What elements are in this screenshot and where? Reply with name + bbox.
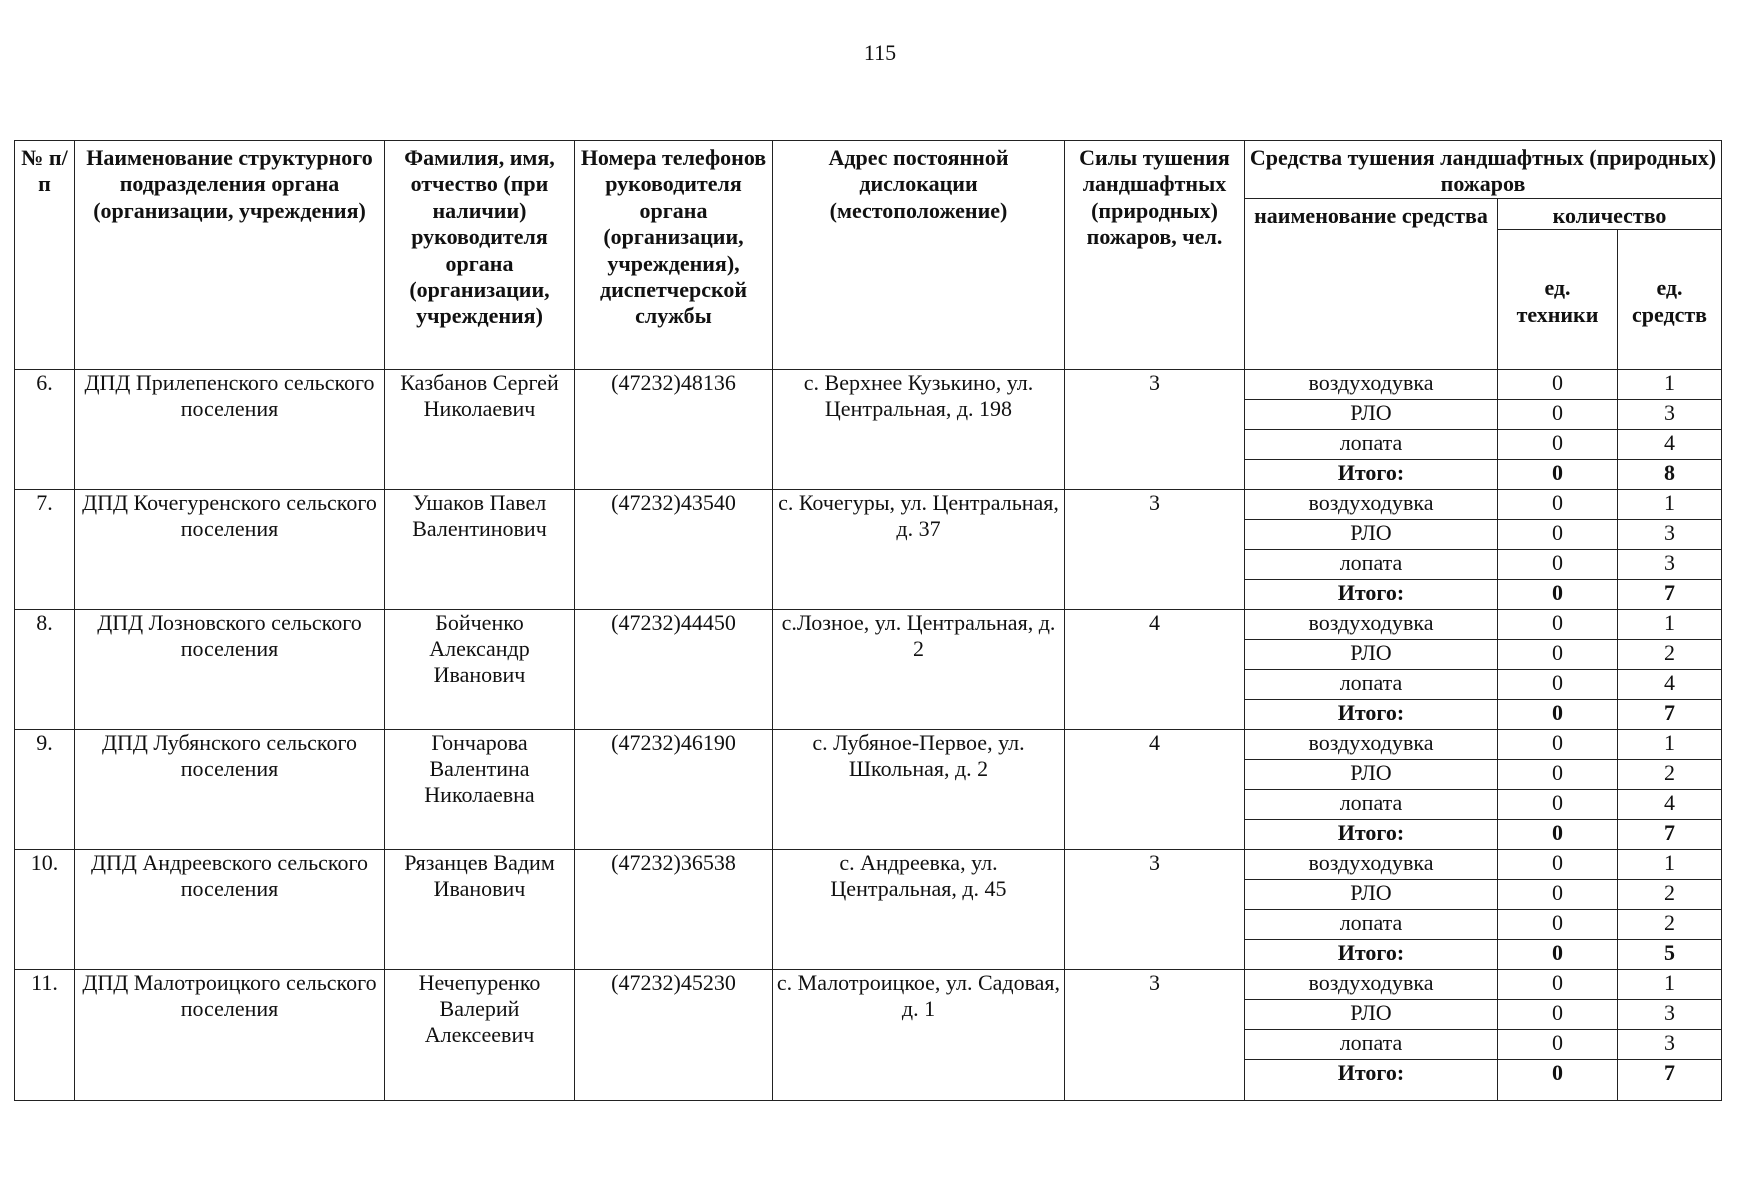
means-name: РЛО <box>1245 880 1498 910</box>
tech-count: 0 <box>1498 490 1618 520</box>
tech-count: 0 <box>1498 550 1618 580</box>
tech-count: 0 <box>1498 610 1618 640</box>
means-count: 4 <box>1618 790 1722 820</box>
tech-count: 0 <box>1498 580 1618 610</box>
means-count: 2 <box>1618 880 1722 910</box>
tech-count: 0 <box>1498 880 1618 910</box>
head-name: Казбанов Сергей Николаевич <box>385 370 575 490</box>
means-name: лопата <box>1245 910 1498 940</box>
head-name: Нечепуренко Валерий Алексеевич <box>385 970 575 1101</box>
means-name: Итого: <box>1245 700 1498 730</box>
table-header <box>15 141 1722 370</box>
tech-count: 0 <box>1498 820 1618 850</box>
means-name: Итого: <box>1245 1060 1498 1101</box>
row-number: 8. <box>15 610 75 730</box>
tech-count: 0 <box>1498 640 1618 670</box>
means-name: лопата <box>1245 1030 1498 1060</box>
unit-name: ДПД Кочегуренского сельского поселения <box>75 490 385 610</box>
header-forces: Силы тушения ландшафтных (природных) пожаров, чел. <box>1065 141 1245 370</box>
means-name: лопата <box>1245 790 1498 820</box>
means-count: 3 <box>1618 550 1722 580</box>
address: с. Кочегуры, ул. Центральная, д. 37 <box>773 490 1065 610</box>
means-name: Итого: <box>1245 820 1498 850</box>
row-number: 11. <box>15 970 75 1101</box>
head-name: Рязанцев Вадим Иванович <box>385 850 575 970</box>
means-count: 7 <box>1618 580 1722 610</box>
means-count: 3 <box>1618 400 1722 430</box>
means-name: воздуходувка <box>1245 850 1498 880</box>
tech-count: 0 <box>1498 400 1618 430</box>
address: с. Малотроицкое, ул. Садовая, д. 1 <box>773 970 1065 1101</box>
tech-count: 0 <box>1498 430 1618 460</box>
means-count: 5 <box>1618 940 1722 970</box>
means-count: 3 <box>1618 1030 1722 1060</box>
tech-count: 0 <box>1498 460 1618 490</box>
means-name: Итого: <box>1245 940 1498 970</box>
tech-count: 0 <box>1498 520 1618 550</box>
means-name: Итого: <box>1245 580 1498 610</box>
header-qty-means: ед. средств <box>1618 230 1722 370</box>
means-count: 1 <box>1618 970 1722 1000</box>
header-means-group: Средства тушения ландшафтных (природных) пожаров <box>1245 141 1722 199</box>
means-name: воздуходувка <box>1245 730 1498 760</box>
row-number: 6. <box>15 370 75 490</box>
means-name: воздуходувка <box>1245 490 1498 520</box>
phone-number: (47232)48136 <box>575 370 773 490</box>
phone-number: (47232)44450 <box>575 610 773 730</box>
means-name: лопата <box>1245 670 1498 700</box>
phone-number: (47232)43540 <box>575 490 773 610</box>
header-unit: Наименование структурного подразделения органа (организации, учреждения) <box>75 141 385 370</box>
tech-count: 0 <box>1498 1030 1618 1060</box>
table-row <box>15 730 1722 760</box>
means-name: Итого: <box>1245 460 1498 490</box>
tech-count: 0 <box>1498 850 1618 880</box>
tech-count: 0 <box>1498 1000 1618 1030</box>
header-head-name: Фамилия, имя, отчество (при наличии) руководителя органа (организации, учреждения) <box>385 141 575 370</box>
header-quantity: количество <box>1498 198 1722 229</box>
table-body <box>15 370 1722 1101</box>
tech-count: 0 <box>1498 730 1618 760</box>
means-count: 2 <box>1618 640 1722 670</box>
means-name: лопата <box>1245 550 1498 580</box>
unit-name: ДПД Лозновского сельского поселения <box>75 610 385 730</box>
means-count: 1 <box>1618 850 1722 880</box>
means-name: РЛО <box>1245 760 1498 790</box>
phone-number: (47232)46190 <box>575 730 773 850</box>
tech-count: 0 <box>1498 370 1618 400</box>
forces-count: 4 <box>1065 610 1245 730</box>
forces-count: 3 <box>1065 850 1245 970</box>
means-count: 3 <box>1618 520 1722 550</box>
means-count: 1 <box>1618 730 1722 760</box>
means-name: воздуходувка <box>1245 370 1498 400</box>
header-address: Адрес постоянной дислокации (местоположение) <box>773 141 1065 370</box>
means-count: 7 <box>1618 700 1722 730</box>
address: с.Лозное, ул. Центральная, д. 2 <box>773 610 1065 730</box>
tech-count: 0 <box>1498 700 1618 730</box>
table-row <box>15 610 1722 640</box>
means-count: 7 <box>1618 1060 1722 1101</box>
phone-number: (47232)45230 <box>575 970 773 1101</box>
table-row <box>15 490 1722 520</box>
means-count: 4 <box>1618 670 1722 700</box>
tech-count: 0 <box>1498 670 1618 700</box>
tech-count: 0 <box>1498 790 1618 820</box>
row-number: 9. <box>15 730 75 850</box>
means-count: 1 <box>1618 610 1722 640</box>
forces-table <box>14 140 1722 1101</box>
header-means-name: наименование средства <box>1245 198 1498 369</box>
means-name: РЛО <box>1245 640 1498 670</box>
tech-count: 0 <box>1498 760 1618 790</box>
address: с. Андреевка, ул. Центральная, д. 45 <box>773 850 1065 970</box>
unit-name: ДПД Малотроицкого сельского поселения <box>75 970 385 1101</box>
means-count: 4 <box>1618 430 1722 460</box>
address: с. Лубяное-Первое, ул. Школьная, д. 2 <box>773 730 1065 850</box>
table-row <box>15 850 1722 880</box>
tech-count: 0 <box>1498 970 1618 1000</box>
means-name: РЛО <box>1245 520 1498 550</box>
means-count: 2 <box>1618 910 1722 940</box>
page-number: 115 <box>863 40 897 65</box>
unit-name: ДПД Лубянского сельского поселения <box>75 730 385 850</box>
head-name: Бойченко Александр Иванович <box>385 610 575 730</box>
forces-count: 3 <box>1065 490 1245 610</box>
means-count: 7 <box>1618 820 1722 850</box>
forces-count: 3 <box>1065 970 1245 1101</box>
head-name: Ушаков Павел Валентинович <box>385 490 575 610</box>
tech-count: 0 <box>1498 940 1618 970</box>
row-number: 7. <box>15 490 75 610</box>
row-number: 10. <box>15 850 75 970</box>
forces-count: 4 <box>1065 730 1245 850</box>
means-count: 1 <box>1618 490 1722 520</box>
table-row <box>15 970 1722 1000</box>
unit-name: ДПД Прилепенского сельского поселения <box>75 370 385 490</box>
address: с. Верхнее Кузькино, ул. Центральная, д. 198 <box>773 370 1065 490</box>
header-qty-tech: ед. техники <box>1498 230 1618 370</box>
means-name: лопата <box>1245 430 1498 460</box>
phone-number: (47232)36538 <box>575 850 773 970</box>
tech-count: 0 <box>1498 1060 1618 1101</box>
header-phones: Номера телефонов руководителя органа (организации, учреждения), диспетчерской службы <box>575 141 773 370</box>
head-name: Гончарова Валентина Николаевна <box>385 730 575 850</box>
means-count: 2 <box>1618 760 1722 790</box>
means-count: 8 <box>1618 460 1722 490</box>
means-name: РЛО <box>1245 400 1498 430</box>
forces-count: 3 <box>1065 370 1245 490</box>
means-name: воздуходувка <box>1245 610 1498 640</box>
unit-name: ДПД Андреевского сельского поселения <box>75 850 385 970</box>
header-num: № п/п <box>15 141 75 370</box>
means-name: РЛО <box>1245 1000 1498 1030</box>
table-row <box>15 370 1722 400</box>
means-count: 1 <box>1618 370 1722 400</box>
means-count: 3 <box>1618 1000 1722 1030</box>
tech-count: 0 <box>1498 910 1618 940</box>
means-name: воздуходувка <box>1245 970 1498 1000</box>
